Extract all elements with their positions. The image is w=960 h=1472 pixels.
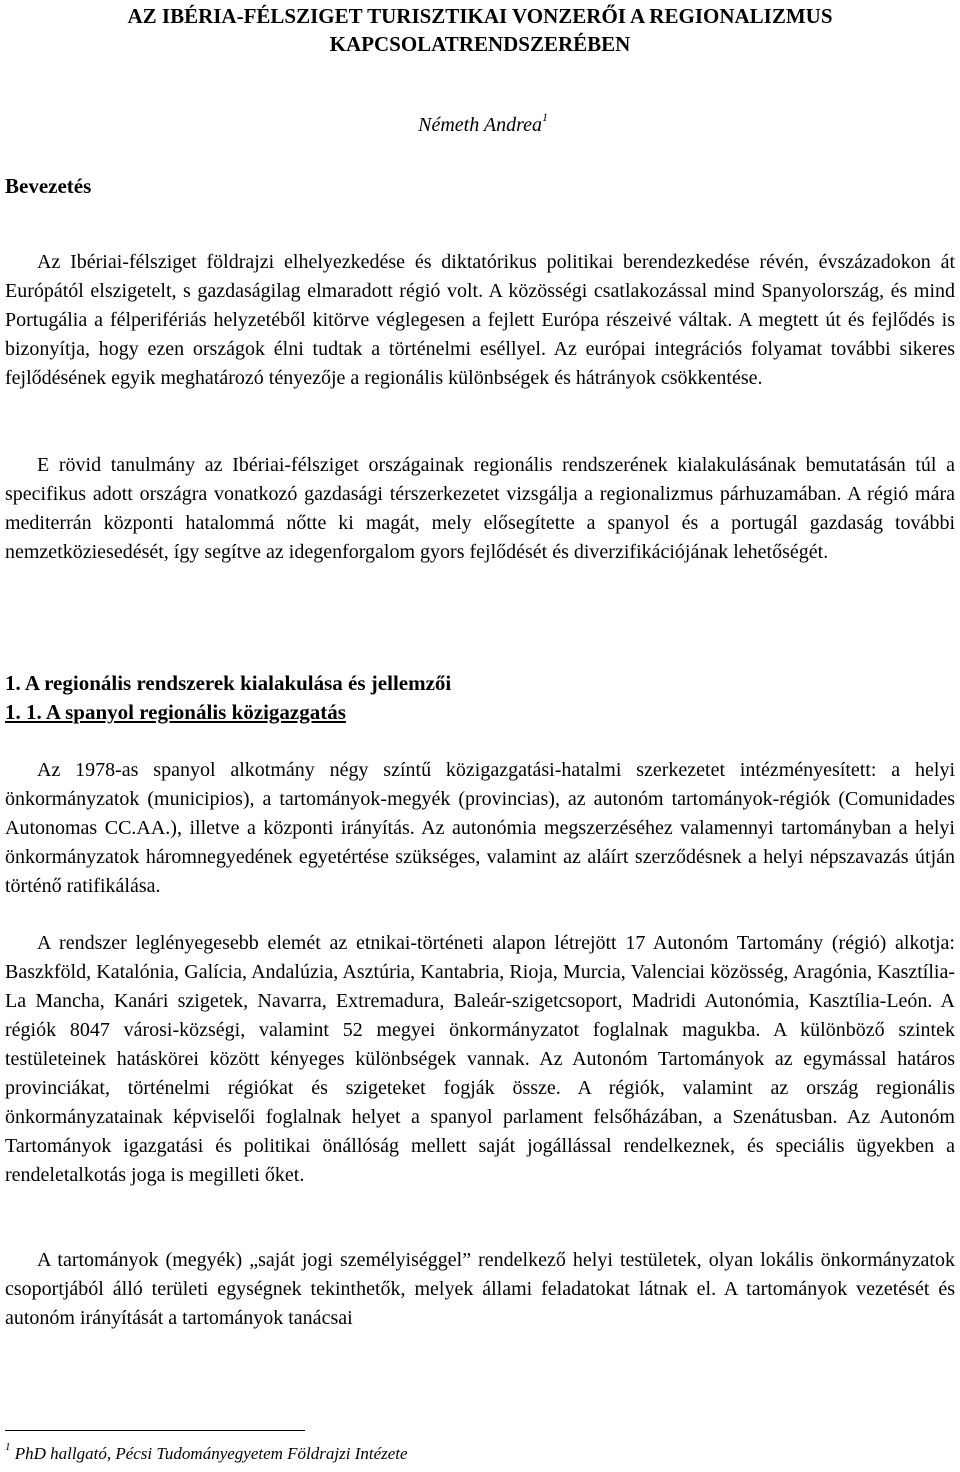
paragraph-2 [5,451,955,567]
author-name-text: Németh Andrea [418,114,542,136]
footnote [5,1441,408,1464]
footnote-divider [5,1430,305,1431]
page-title [0,2,960,58]
section-heading: 1. A regionális rendszerek kialakulása és jellemzői [5,671,452,695]
paragraph-4 [5,929,955,1190]
subsection-heading: 1. 1. A spanyol regionális közigazgatás [5,700,346,724]
paragraph-4-text: A rendszer leglényegesebb elemét az etnikai-történeti alapon létrejött 17 Autonóm Tartomány (régió) alkotja: Baszkföld, Katalónia, Galícia, Andalúzia, Asztúria, Kantabria, Rioja, Murcia, Valenciai közösség, Aragónia, Kasztília-La Mancha, Kanári szigetek, Navarra, Extremadura, Baleár-szigetcsoport, Madridi Autonómia, Kasztília-León. A régiók 8047 városi-községi, valamint 52 megyei önkormányzatot foglalnak magukba. A különböző szintek testületeinek hatáskörei között kényeges különbségek vannak. Az Autonóm Tartományok az egymással határos provinciákat, történelmi régiókat és szigeteket fogják össze. A régiók, valamint az ország regionális önkormányzatainak képviselői foglalnak helyet a spanyol parlament felsőházában, a Szenátusban. Az Autonóm Tartományok igazgatási és politikai önállóság mellett saját jogállással rendelkeznek, és speciális ügyekben a rendeletalkotás joga is megilleti őket. [5,932,955,1186]
paragraph-5 [5,1246,955,1333]
paragraph-1-text: Az Ibériai-félsziget földrajzi elhelyezkedése és diktatórikus politikai berendezkedése révén, évszázadokon át Európától elszigetelt, s gazdaságilag elmaradott régió volt. A közösségi csatlakozással mind Spanyolország, és mind Portugália a félperifériás helyzetéből kitörve véglegesen a fejlett Európa részeivé váltak. A megtett út és fejlődés is bizonyítja, hogy ezen országok élni tudtak a történelmi eséllyel. Az európai integrációs folyamat további sikeres fejlődésének egyik meghatározó tényezője a regionális különbségek és hátrányok csökkentése. [5,251,955,389]
footnote-text: PhD hallgató, Pécsi Tudományegyetem Földrajzi Intézete [14,1444,408,1463]
author-name [418,110,548,137]
paragraph-5-text: A tartományok (megyék) „saját jogi személyiséggel” rendelkező helyi testületek, olyan lokális önkormányzatok csoportjából álló területi egységnek tekinthetők, melyek állami feladatokat látnak el. A tartományok vezetését és autonóm irányítását a tartományok tanácsai [5,1249,955,1329]
intro-heading: Bevezetés [5,174,92,198]
footnote-mark: 1 [5,1441,11,1453]
title-line-2: KAPCSOLATRENDSZERÉBEN [329,32,631,56]
paragraph-2-text: E rövid tanulmány az Ibériai-félsziget országainak regionális rendszerének kialakulásának bemutatásán túl a specifikus adott országra vonatkozó gazdasági térszerkezetet vizsgálja a regionalizmus párhuzamában. A régió mára mediterrán központi hatalommá nőtte ki magát, mely elősegítette a spanyol és a portugál gazdaság további nemzetköziesedését, így segítve az idegenforgalom gyors fejlődését és diverzifikációjának lehetőségét. [5,454,955,563]
paragraph-3-text: Az 1978-as spanyol alkotmány négy színtű közigazgatási-hatalmi szerkezetet intézményesített: a helyi önkormányzatok (municipios), a tartományok-megyék (provincias), az autonóm tartományok-régiók (Comunidades Autonomas CC.AA.), illetve a központi irányítás. Az autonómia megszerzéséhez valamennyi tartományban a helyi önkormányzatok háromnegyedének egyetértése szükséges, valamint az aláírt szerződésnek a helyi népszavazás útján történő ratifikálása. [5,759,955,897]
author-footnote-mark: 1 [542,110,548,124]
paragraph-1 [5,248,955,393]
paragraph-3 [5,756,955,901]
title-line-1: AZ IBÉRIA-FÉLSZIGET TURISZTIKAI VONZERŐI A REGIONALIZMUS [127,4,833,28]
